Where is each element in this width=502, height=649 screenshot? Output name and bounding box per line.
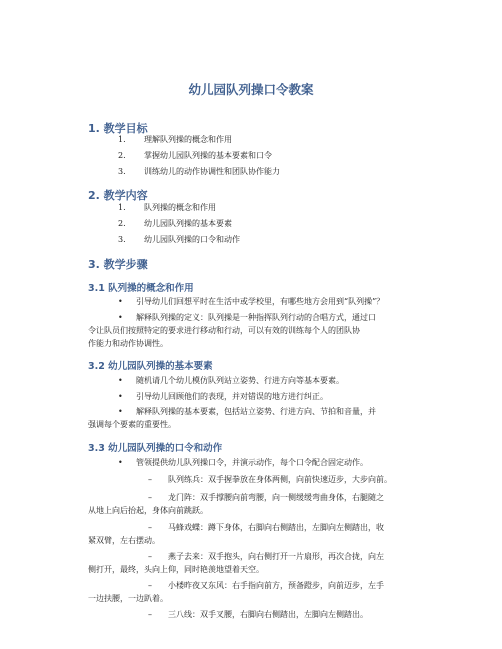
list-item: 2. 掌握幼儿园队列操的基本要素和口令 bbox=[118, 151, 272, 160]
dash-item: – 小楼昨夜又东风：右手指向前方，预备蹬步，向前迈步，左手 一边扶腰，一边趴着。 bbox=[88, 581, 384, 603]
bullet-item: • 引导幼儿们回想平时在生活中或学校里，有哪些地方会用到“队列操”？ bbox=[118, 297, 385, 306]
list-item: 1. 队列操的概念和作用 bbox=[118, 203, 216, 212]
subsection-heading-elements: 3.2 幼儿园队列操的基本要素 bbox=[88, 361, 213, 372]
list-item: 1. 理解队列操的概念和作用 bbox=[118, 135, 232, 144]
list-item: 2. 幼儿园队列操的基本要素 bbox=[118, 219, 232, 228]
document-title: 幼儿园队列操口令教案 bbox=[188, 82, 314, 97]
dash-item: – 三八线：双手叉腰，右脚向右侧踏出，左脚向左侧踏出。 bbox=[148, 610, 368, 619]
dash-item: – 燕子去来：双手抱头，向右侧打开一片扇形，再次合拢，向左 侧打开，最终，头向上仰，同时艳羡地望着天空。 bbox=[88, 552, 384, 574]
list-item: 3. 幼儿园队列操的口令和动作 bbox=[118, 235, 240, 244]
dash-item: – 龙门阵：双手撑腰向前弯腰，向一侧缓缓弯曲身体，右腿随之 从地上向后抬起，身体向前跳跃。 bbox=[88, 493, 384, 515]
section-heading-steps: 3. 教学步骤 bbox=[88, 258, 148, 271]
bullet-item: • 解释队列操的基本要素，包括站立姿势、行进方向、节拍和音量，并 强调每个要素的重要性。 bbox=[88, 407, 376, 429]
bullet-item: • 解释队列操的定义：队列操是一种指挥队列行动的合唱方式，通过口 令让队员们按照特定的要求进行移动和行动，可以有效的训练每个人的团队协 作能力和动作协调性。 bbox=[88, 313, 376, 348]
dash-item: – 队列练兵：双手握拳放在身体两侧，向前快速迈步，大步向前。 bbox=[148, 475, 392, 484]
subsection-heading-concept: 3.1 队列操的概念和作用 bbox=[88, 283, 194, 294]
bullet-item: • 随机请几个幼儿模仿队列站立姿势、行进方向等基本要素。 bbox=[118, 376, 344, 385]
bullet-item: • 引导幼儿回顾他们的表现，并对错误的地方进行纠正。 bbox=[118, 392, 328, 401]
section-heading-content: 2. 教学内容 bbox=[88, 189, 148, 202]
list-item: 3. 训练幼儿的动作协调性和团队协作能力 bbox=[118, 167, 280, 176]
subsection-heading-commands: 3.3 幼儿园队列操的口令和动作 bbox=[88, 443, 223, 454]
section-heading-objectives: 1. 教学目标 bbox=[88, 122, 148, 135]
bullet-item: • 管领提供幼儿队列操口令，并演示动作，每个口令配合固定动作。 bbox=[118, 458, 368, 467]
dash-item: – 马蜂戏蝶：蹲下身体，右脚向右侧踏出，左脚向左侧踏出，收 紧双臂，左右摆动。 bbox=[88, 523, 384, 545]
